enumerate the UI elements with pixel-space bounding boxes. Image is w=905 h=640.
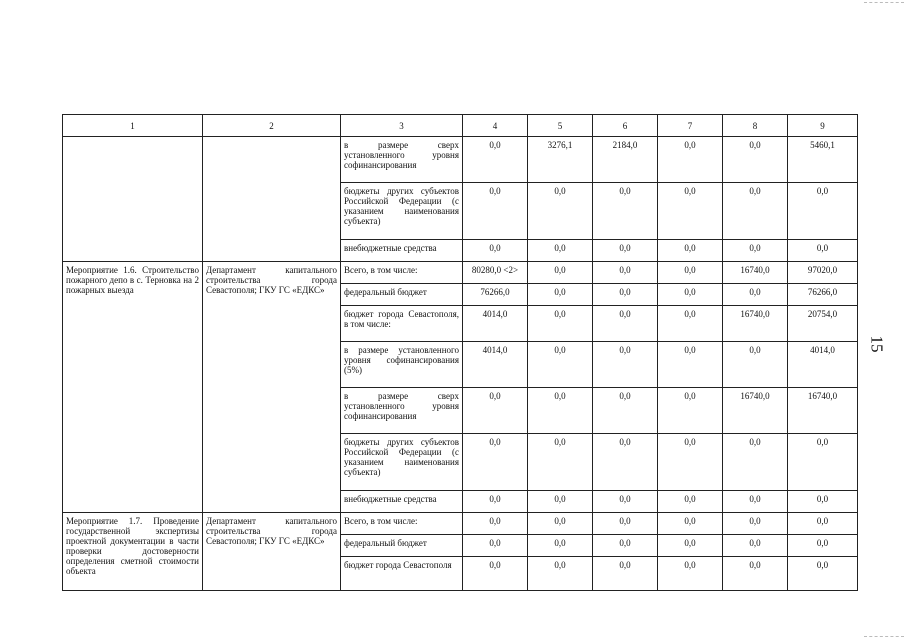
page-number: 15 (867, 335, 887, 353)
header-cell: 3 (341, 115, 463, 137)
value-cell: 16740,0 (723, 388, 788, 434)
value-cell: 0,0 (528, 262, 593, 284)
value-cell: 20754,0 (788, 306, 858, 342)
header-cell: 7 (658, 115, 723, 137)
value-cell: 0,0 (528, 513, 593, 535)
value-cell: 76266,0 (788, 284, 858, 306)
funding-source-label: бюджет города Севастополя, в том числе: (341, 306, 463, 342)
value-cell: 0,0 (658, 183, 723, 240)
value-cell: 0,0 (463, 535, 528, 557)
activity-cell: Мероприятие 1.6. Строительство пожарного депо в с. Терновка на 2 пожарных выезда (63, 262, 203, 513)
value-cell: 0,0 (788, 491, 858, 513)
funding-source-label: внебюджетные средства (341, 240, 463, 262)
value-cell: 0,0 (593, 557, 658, 591)
value-cell: 0,0 (658, 388, 723, 434)
funding-source-label: федеральный бюджет (341, 284, 463, 306)
value-cell: 0,0 (658, 491, 723, 513)
value-cell: 0,0 (528, 183, 593, 240)
value-cell: 0,0 (593, 535, 658, 557)
value-cell: 0,0 (528, 434, 593, 491)
executor-cell: Департамент капитального строительства города Севастополя; ГКУ ГС «ЕДКС» (203, 262, 341, 513)
value-cell: 0,0 (723, 491, 788, 513)
value-cell: 0,0 (593, 513, 658, 535)
value-cell: 0,0 (788, 557, 858, 591)
value-cell: 76266,0 (463, 284, 528, 306)
value-cell: 0,0 (463, 183, 528, 240)
header-cell: 1 (63, 115, 203, 137)
value-cell: 0,0 (463, 388, 528, 434)
value-cell: 0,0 (723, 240, 788, 262)
value-cell: 0,0 (658, 262, 723, 284)
activity-cell: Мероприятие 1.7. Проведение государственной экспертизы проектной документации в части проверки достоверности определения сметной стоимости объекта (63, 513, 203, 591)
value-cell: 0,0 (528, 388, 593, 434)
header-cell: 6 (593, 115, 658, 137)
value-cell: 0,0 (658, 513, 723, 535)
value-cell: 16740,0 (723, 306, 788, 342)
value-cell: 0,0 (723, 513, 788, 535)
header-cell: 8 (723, 115, 788, 137)
crop-mark-bottom (864, 636, 904, 637)
value-cell: 0,0 (723, 434, 788, 491)
value-cell: 0,0 (593, 491, 658, 513)
header-cell: 9 (788, 115, 858, 137)
value-cell: 0,0 (463, 557, 528, 591)
value-cell: 0,0 (593, 342, 658, 388)
value-cell: 0,0 (593, 306, 658, 342)
value-cell: 0,0 (528, 240, 593, 262)
value-cell: 0,0 (593, 434, 658, 491)
header-cell: 2 (203, 115, 341, 137)
value-cell: 0,0 (528, 535, 593, 557)
value-cell: 3276,1 (528, 137, 593, 183)
value-cell: 0,0 (658, 137, 723, 183)
funding-source-label: в размере сверх установленного уровня софинансирования (341, 137, 463, 183)
value-cell: 0,0 (723, 535, 788, 557)
value-cell: 0,0 (658, 240, 723, 262)
value-cell: 0,0 (788, 434, 858, 491)
crop-mark-top (864, 2, 904, 3)
value-cell: 0,0 (658, 342, 723, 388)
value-cell: 0,0 (528, 342, 593, 388)
value-cell: 4014,0 (788, 342, 858, 388)
value-cell: 0,0 (723, 284, 788, 306)
funding-source-label: бюджеты других субъектов Российской Федерации (с указанием наименования субъекта) (341, 183, 463, 240)
value-cell: 0,0 (788, 535, 858, 557)
value-cell: 0,0 (788, 240, 858, 262)
value-cell: 97020,0 (788, 262, 858, 284)
value-cell: 80280,0 <2> (463, 262, 528, 284)
value-cell: 0,0 (528, 284, 593, 306)
table-row (63, 513, 858, 535)
funding-source-label: федеральный бюджет (341, 535, 463, 557)
value-cell: 0,0 (593, 388, 658, 434)
value-cell: 0,0 (723, 137, 788, 183)
value-cell: 0,0 (788, 183, 858, 240)
value-cell: 4014,0 (463, 342, 528, 388)
value-cell: 0,0 (593, 183, 658, 240)
value-cell: 0,0 (658, 284, 723, 306)
activity-cell-empty (63, 137, 203, 262)
table-row (63, 137, 858, 183)
value-cell: 0,0 (528, 491, 593, 513)
value-cell: 5460,1 (788, 137, 858, 183)
value-cell: 0,0 (723, 557, 788, 591)
value-cell: 0,0 (593, 262, 658, 284)
funding-source-label: бюджет города Севастополя (341, 557, 463, 591)
executor-cell: Департамент капитального строительства города Севастополя; ГКУ ГС «ЕДКС» (203, 513, 341, 591)
value-cell: 0,0 (723, 342, 788, 388)
value-cell: 0,0 (463, 513, 528, 535)
funding-source-label: в размере установленного уровня софинансирования (5%) (341, 342, 463, 388)
value-cell: 0,0 (658, 535, 723, 557)
value-cell: 16740,0 (788, 388, 858, 434)
value-cell: 0,0 (723, 183, 788, 240)
value-cell: 0,0 (528, 557, 593, 591)
funding-source-label: бюджеты других субъектов Российской Федерации (с указанием наименования субъекта) (341, 434, 463, 491)
executor-cell-empty (203, 137, 341, 262)
funding-source-label: Всего, в том числе: (341, 262, 463, 284)
funding-source-label: в размере сверх установленного уровня софинансирования (341, 388, 463, 434)
value-cell: 0,0 (658, 557, 723, 591)
header-cell: 4 (463, 115, 528, 137)
value-cell: 0,0 (788, 513, 858, 535)
value-cell: 0,0 (463, 434, 528, 491)
value-cell: 0,0 (658, 306, 723, 342)
header-cell: 5 (528, 115, 593, 137)
funding-source-label: Всего, в том числе: (341, 513, 463, 535)
value-cell: 16740,0 (723, 262, 788, 284)
value-cell: 0,0 (593, 240, 658, 262)
value-cell: 0,0 (463, 240, 528, 262)
value-cell: 0,0 (463, 491, 528, 513)
value-cell: 0,0 (528, 306, 593, 342)
table-row (63, 262, 858, 284)
value-cell: 0,0 (658, 434, 723, 491)
value-cell: 4014,0 (463, 306, 528, 342)
value-cell: 2184,0 (593, 137, 658, 183)
value-cell: 0,0 (463, 137, 528, 183)
value-cell: 0,0 (593, 284, 658, 306)
header-row (63, 115, 858, 137)
funding-source-label: внебюджетные средства (341, 491, 463, 513)
funding-table (62, 114, 858, 591)
